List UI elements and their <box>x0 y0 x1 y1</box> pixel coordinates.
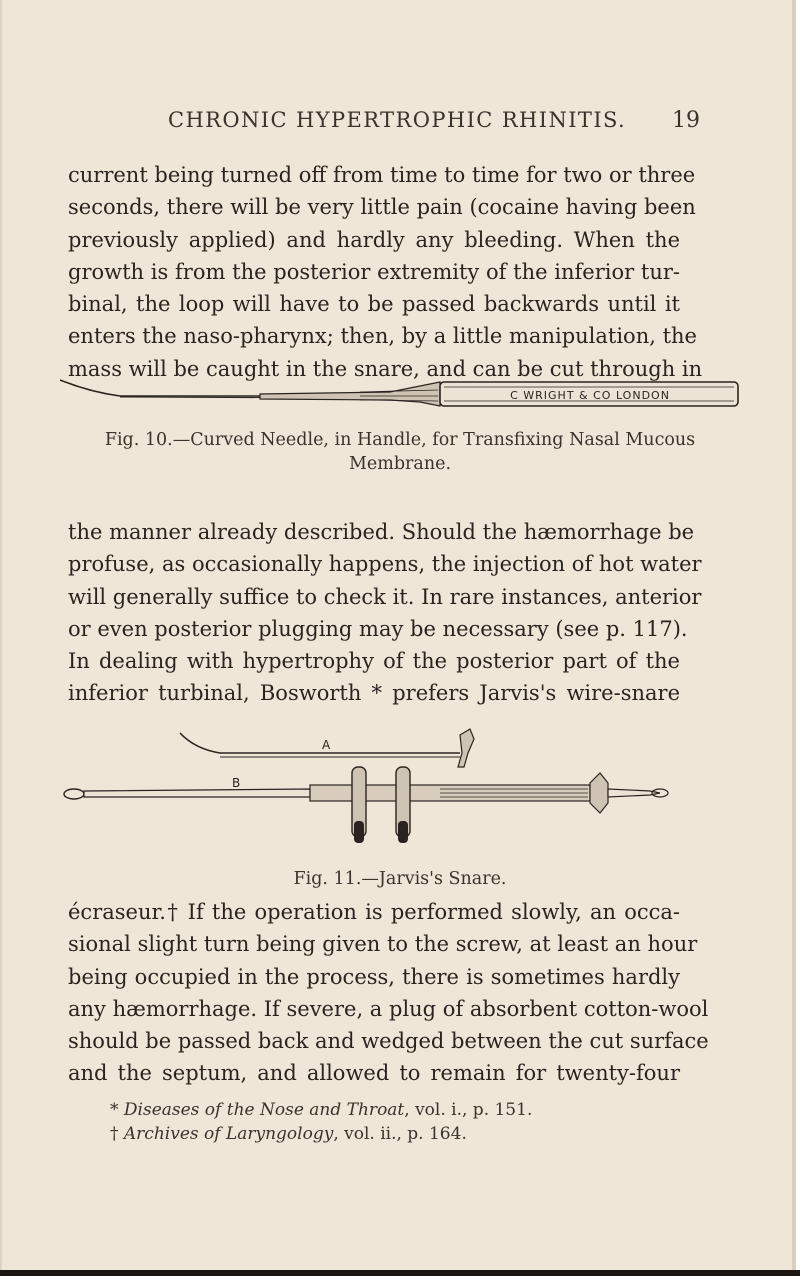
figure-11-caption <box>60 867 740 891</box>
text-line: mass will be caught in the snare, and can be cut through in <box>68 356 703 381</box>
text-line: the manner already described. Should the hæmorrhage be <box>68 520 695 544</box>
jarvis-snare-illustration <box>60 727 740 857</box>
footnote <box>110 1098 710 1122</box>
footnote <box>110 1122 710 1146</box>
label-a: A <box>322 738 331 752</box>
text-line: profuse, as occasionally happens, the injection of hot water <box>68 552 702 577</box>
page-number: 19 <box>672 108 700 133</box>
text-line: binal, the loop will have to be passed backwards until it <box>68 292 680 317</box>
paragraph-3 <box>68 896 709 1090</box>
paragraph-2 <box>68 516 702 710</box>
footnote-title: Diseases of the Nose and Throat <box>123 1100 405 1120</box>
footnotes <box>110 1098 710 1146</box>
footnote-title: Archives of Laryngology <box>123 1124 334 1144</box>
text-line: growth is from the posterior extremity of the inferior tur- <box>68 259 680 284</box>
text-line: In dealing with hypertrophy of the posterior part of the <box>68 649 680 674</box>
text-line: enters the naso-pharynx; then, by a little manipulation, the <box>68 324 697 349</box>
running-title: CHRONIC HYPERTROPHIC RHINITIS. <box>168 108 627 132</box>
caption-line: Fig. 10.—Curved Needle, in Handle, for Transfixing Nasal Mucous <box>104 430 696 450</box>
page-edge-bottom <box>0 1270 800 1276</box>
footnote-mark: * <box>110 1100 124 1120</box>
text-line: écraseur.† If the operation is performed slowly, an occa- <box>68 900 680 924</box>
caption-line: Membrane. <box>348 454 452 474</box>
running-head <box>60 108 700 138</box>
page-edge-right <box>792 0 800 1276</box>
text-line: any hæmorrhage. If severe, a plug of absorbent cotton-wool <box>68 996 709 1021</box>
caption-line: Fig. 11.—Jarvis's Snare. <box>293 869 507 889</box>
figure-10 <box>60 370 740 505</box>
curved-needle-illustration <box>60 370 740 426</box>
text-line: will generally suffice to check it. In rare instances, anterior <box>68 584 702 609</box>
figure-11 <box>60 727 740 892</box>
text-line: sional slight turn being given to the screw, at least an hour <box>68 932 698 957</box>
text-line: should be passed back and wedged between the cut surface <box>68 1029 709 1054</box>
figure-10-caption <box>60 428 740 476</box>
footnote-rest: , vol. i., p. 151. <box>404 1100 533 1120</box>
footnote-mark: † <box>110 1124 124 1144</box>
text-line: current being turned off from time to time for two or three <box>68 163 696 187</box>
text-line: inferior turbinal, Bosworth * prefers Jarvis's wire-snare <box>68 681 680 706</box>
footnote-rest: , vol. ii., p. 164. <box>333 1124 467 1144</box>
paragraph-1 <box>68 159 703 385</box>
page-edge-left <box>0 0 3 1276</box>
text-line: or even posterior plugging may be necessary (see p. 117). <box>68 616 688 641</box>
text-line: being occupied in the process, there is sometimes hardly <box>68 964 680 989</box>
text-line: previously applied) and hardly any bleeding. When the <box>68 227 680 252</box>
label-b: B <box>232 776 241 790</box>
maker-label: C WRIGHT & CO LONDON <box>510 389 670 402</box>
text-line: seconds, there will be very little pain (cocaine having been <box>68 195 696 220</box>
text-line: and the septum, and allowed to remain for twenty-four <box>68 1061 680 1086</box>
